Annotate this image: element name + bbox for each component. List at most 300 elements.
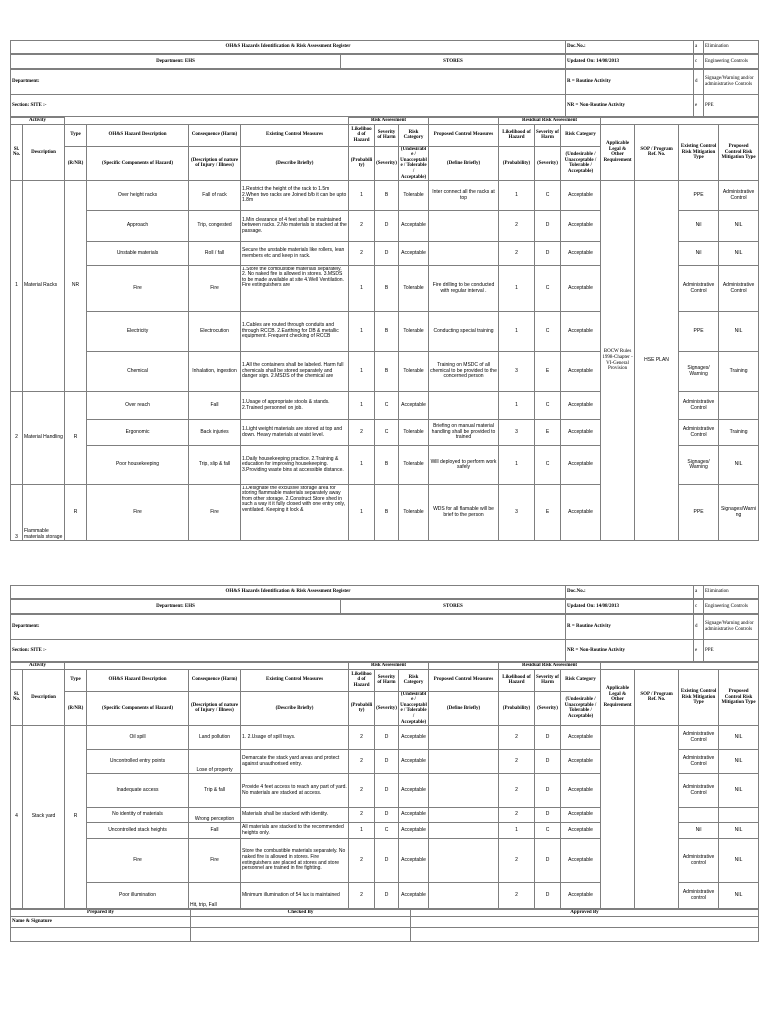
risk-cell: Acceptable <box>399 211 429 242</box>
consequence-cell: Wrong perception <box>189 808 241 823</box>
existing-mitigation-cell: Administrative Control <box>679 420 719 446</box>
consequence-cell: Trip, slip & fall <box>189 446 241 485</box>
hierarchy-letter: a <box>694 41 704 54</box>
res-risk-cell: Acceptable <box>561 839 601 883</box>
res-severity-cell: D <box>535 750 561 774</box>
risk-assessment-header: Risk Assessment <box>349 663 429 670</box>
res-severity-cell: D <box>535 726 561 750</box>
existing-controls-sub-header: (Describe Briefly) <box>241 691 349 726</box>
severity-cell: B <box>375 266 399 312</box>
group-description: Stack yard <box>23 726 65 909</box>
hazard-cell: Uncontrolled entry points <box>87 750 189 774</box>
hierarchy-letter: e <box>694 640 704 662</box>
approved-by-signature <box>411 917 759 928</box>
proposed-mitigation-cell: NIL <box>719 839 759 883</box>
consequence-cell: Fall <box>189 392 241 420</box>
register-header-1 <box>10 40 759 54</box>
consequence-cell: Lose of property <box>189 750 241 774</box>
likelihood-cell: 1 <box>349 181 375 211</box>
res-likelihood-cell: 3 <box>499 420 535 446</box>
prepared-by-label: Prepared By <box>11 910 191 917</box>
hierarchy-label: Engineering Controls <box>704 55 759 69</box>
res-likelihood-cell: 2 <box>499 883 535 909</box>
existing-mitigation-cell: Nil <box>679 823 719 839</box>
res-likelihood-cell: 3 <box>499 485 535 541</box>
proposed-cell: Will deployed to perform work safely <box>429 446 499 485</box>
res-severity-cell: C <box>535 181 561 211</box>
description-header: Description <box>23 669 65 726</box>
register-title: OH&S Hazards Identification & Risk Assessment Register <box>11 586 566 599</box>
risk-assessment-header: Risk Assessment <box>349 118 429 125</box>
hazard-sub-header: (Specific Components of Hazard) <box>87 691 189 726</box>
hazard-cell: Poor housekeeping <box>87 446 189 485</box>
proposed-cell: WDS for all flamable will be brief to the person <box>429 485 499 541</box>
hazard-cell: Fire <box>87 266 189 312</box>
proposed-cell: Briefing on manual material handling shall be provided to trained <box>429 420 499 446</box>
proposed-mitigation-cell: NIL <box>719 823 759 839</box>
res-severity-sub-header: (Severity) <box>535 146 561 181</box>
risk-category-header: Risk Category <box>399 669 429 691</box>
hazard-sub-header: (Specific Components of Hazard) <box>87 146 189 181</box>
proposed-mitigation-cell: NIL <box>719 750 759 774</box>
risk-cell: Acceptable <box>399 823 429 839</box>
consequence-cell: Fall of rack <box>189 181 241 211</box>
controls-cell: 1.Light weight materials are stored at top and down. Heavy materials at waist level. <box>241 420 349 446</box>
controls-text: 1.Store the combustible materials separately. 2. No naked fire is allowed in stores. 3.MSDS to be made available at site 4.Well Ventilation. Fire extinguishers are <box>242 266 344 289</box>
description-header: Description <box>23 124 65 181</box>
res-likelihood-cell: 1 <box>499 181 535 211</box>
risk-cell: Tolerable <box>399 446 429 485</box>
proposed-cell: Fire drilling to be conducted with regular interval . <box>429 266 499 312</box>
proposed-controls-header: Proposed Control Measures <box>429 124 499 146</box>
severity-cell: D <box>375 726 399 750</box>
res-risk-cell: Acceptable <box>561 883 601 909</box>
res-severity-cell: D <box>535 242 561 266</box>
risk-cell: Tolerable <box>399 485 429 541</box>
res-likelihood-header: Likelihood of Hazard <box>499 669 535 691</box>
consequence-cell: Back injuries <box>189 420 241 446</box>
res-risk-category-sub-header: (Undesirable / Unacceptable / Tolerable / Acceptable) <box>561 146 601 181</box>
hierarchy-letter: c <box>694 600 704 614</box>
res-likelihood-cell: 2 <box>499 774 535 808</box>
risk-category-header: Risk Category <box>399 124 429 146</box>
res-severity-cell: D <box>535 808 561 823</box>
res-severity-cell: D <box>535 883 561 909</box>
register-page-2 <box>10 585 758 942</box>
res-likelihood-cell: 3 <box>499 352 535 392</box>
hazard-cell: Over height racks <box>87 181 189 211</box>
proposed-mitigation-cell: NIL <box>719 211 759 242</box>
routine-note: R = Routine Activity <box>566 70 694 95</box>
department-label: Department: EHS <box>11 600 341 614</box>
proposed-cell <box>429 839 499 883</box>
res-likelihood-header: Likelihood of Hazard <box>499 124 535 146</box>
risk-category-sub-header: (Undesirable / Unacceptable / Tolerable / Acceptable) <box>400 146 427 180</box>
proposed-cell: Inter connect all the racks at top <box>429 181 499 211</box>
res-risk-cell: Acceptable <box>561 420 601 446</box>
nonroutine-note: NR = Non-Routine Activity <box>566 640 694 662</box>
sop-header: SOP / Program Ref. No. <box>635 669 679 726</box>
res-severity-cell: D <box>535 211 561 242</box>
res-risk-cell: Acceptable <box>561 312 601 352</box>
group-sl: 4 <box>11 726 23 909</box>
hazard-cell: Over reach <box>87 392 189 420</box>
res-risk-cell: Acceptable <box>561 181 601 211</box>
controls-cell: 1.Daily housekeeping practice. 2.Training & education for improving housekeeping. 3.Providing waste bins at accessible distance. <box>241 446 349 485</box>
likelihood-cell: 1 <box>349 312 375 352</box>
res-risk-cell: Acceptable <box>561 823 601 839</box>
hierarchy-label: Engineering Controls <box>704 600 759 614</box>
existing-mitigation-cell: Administrative Control <box>679 392 719 420</box>
hierarchy-letter: d <box>694 70 704 95</box>
hazard-cell: Ergonomic <box>87 420 189 446</box>
controls-cell: All materials are stacked to the recommended heights only. <box>241 823 349 839</box>
likelihood-header: Likelihood of Hazard <box>349 124 375 146</box>
res-likelihood-cell: 1 <box>499 446 535 485</box>
likelihood-cell: 1 <box>349 446 375 485</box>
res-likelihood-cell: 2 <box>499 242 535 266</box>
controls-cell <box>241 266 349 312</box>
stores-label: STORES <box>341 600 566 614</box>
res-severity-sub-header: (Severity) <box>535 691 561 726</box>
proposed-mitigation-cell: Administrative Control <box>719 266 759 312</box>
likelihood-cell: 2 <box>349 211 375 242</box>
risk-cell: Tolerable <box>399 352 429 392</box>
severity-cell: B <box>375 312 399 352</box>
existing-mitigation-cell: PPE <box>679 181 719 211</box>
existing-mitigation-cell: Administrative Control <box>679 750 719 774</box>
type-sub-header: (R/NR) <box>65 691 87 726</box>
risk-cell: Acceptable <box>399 883 429 909</box>
legal-cell: BOCW Rules 1998-Chapter -VI-General Provision <box>601 181 635 541</box>
hierarchy-label: PPE <box>704 95 759 117</box>
signature-table <box>10 909 759 942</box>
likelihood-cell: 1 <box>349 266 375 312</box>
risk-cell: Tolerable <box>399 181 429 211</box>
hierarchy-label: Elimination <box>704 41 759 54</box>
controls-cell: 1. 2.Usage of spill trays. <box>241 726 349 750</box>
nonroutine-note: NR = Non-Routine Activity <box>566 95 694 117</box>
proposed-cell <box>429 774 499 808</box>
existing-controls-sub-header: (Describe Briefly) <box>241 146 349 181</box>
res-risk-cell: Acceptable <box>561 446 601 485</box>
res-severity-header: Severity of Harm <box>535 669 561 691</box>
proposed-mitigation-cell: NIL <box>719 883 759 909</box>
controls-cell: 1.All the containers shall be labeled. Harm full chemicals shall be stored separately and danger sign. 2.MSDS of the chemical are <box>241 352 349 392</box>
checked-by-signature <box>191 917 411 928</box>
res-risk-category-sub-header: (Undesirable / Unacceptable / Tolerable / Acceptable) <box>561 691 601 726</box>
consequence-header: Consequence (Harm) <box>189 669 241 691</box>
hierarchy-label: Elimination <box>704 586 759 599</box>
risk-cell: Tolerable <box>399 420 429 446</box>
activity-header: Activity <box>11 118 65 125</box>
proposed-cell <box>429 726 499 750</box>
risk-cell: Tolerable <box>399 266 429 312</box>
existing-mitigation-header: Existing Control Risk Mitigation Type <box>679 124 719 181</box>
group-type: R <box>65 392 87 485</box>
group-description: Flammable materials storage <box>23 485 65 541</box>
res-likelihood-cell: 2 <box>499 839 535 883</box>
hazard-cell: No identity of materials <box>87 808 189 823</box>
likelihood-cell: 2 <box>349 242 375 266</box>
severity-cell: D <box>375 774 399 808</box>
controls-text: 1.Designate the exclusive storage area for storing flammable materials separately away from other storage. 2.Construct Store shed in such a way it it fully closed with one entry only, ventilated. Keeping it lock & <box>242 485 346 514</box>
approved-by-blank <box>411 928 759 942</box>
hazard-header: OH&S Hazard Description <box>87 124 189 146</box>
existing-mitigation-cell: Signages/ Warning <box>679 446 719 485</box>
hazard-cell: Fire <box>87 485 189 541</box>
severity-cell: B <box>375 352 399 392</box>
updated-on: Updated On: 14/08/2013 <box>566 600 694 614</box>
existing-mitigation-cell: Nil <box>679 242 719 266</box>
risk-cell: Acceptable <box>399 808 429 823</box>
res-risk-cell: Acceptable <box>561 808 601 823</box>
res-likelihood-cell: 2 <box>499 808 535 823</box>
consequence-cell: Electrocution <box>189 312 241 352</box>
hierarchy-label: PPE <box>704 640 759 662</box>
likelihood-cell: 1 <box>349 392 375 420</box>
res-likelihood-cell: 1 <box>499 392 535 420</box>
res-severity-cell: E <box>535 420 561 446</box>
consequence-cell: Fire <box>189 485 241 541</box>
existing-mitigation-cell: Administrative Control <box>679 774 719 808</box>
proposed-mitigation-cell: Training <box>719 352 759 392</box>
severity-cell: D <box>375 808 399 823</box>
proposed-cell <box>429 823 499 839</box>
doc-no-label: Doc.No.: <box>566 586 694 599</box>
likelihood-sub-header: (Probability) <box>349 146 375 181</box>
controls-cell <box>241 485 349 541</box>
severity-cell: D <box>375 211 399 242</box>
proposed-cell: Training on MSDC of all chemical to be provided to the concerned person <box>429 352 499 392</box>
approved-by-label: Approved By <box>411 910 759 917</box>
proposed-controls-sub-header: (Define Briefly) <box>429 146 499 181</box>
proposed-cell <box>429 808 499 823</box>
proposed-cell <box>429 242 499 266</box>
controls-cell: 1.Restrict the height of the rack to 1.5m 2.When two racks are Joined b/b it can be upto 1.8m <box>241 181 349 211</box>
consequence-cell: Inhalation, ingestion <box>189 352 241 392</box>
proposed-mitigation-header: Proposed Control Risk Mitigation Type <box>719 124 759 181</box>
controls-cell: 1.Cables are routed through conduits and through RCCB. 2.Earthing for DB & metallic equipment. Frequent checking of RCCB <box>241 312 349 352</box>
res-risk-cell: Acceptable <box>561 352 601 392</box>
group-sl: 2 <box>11 392 23 485</box>
routine-note: R = Routine Activity <box>566 615 694 640</box>
severity-cell: D <box>375 839 399 883</box>
hazard-header: OH&S Hazard Description <box>87 669 189 691</box>
likelihood-cell: 2 <box>349 839 375 883</box>
checked-by-label: Checked By <box>191 910 411 917</box>
proposed-mitigation-cell: NIL <box>719 774 759 808</box>
severity-header: Severity of Harm <box>375 124 399 146</box>
res-severity-cell: C <box>535 266 561 312</box>
proposed-mitigation-cell <box>719 808 759 823</box>
residual-risk-header: Residual Risk Assessment <box>499 663 601 670</box>
likelihood-cell: 2 <box>349 420 375 446</box>
proposed-cell <box>429 750 499 774</box>
severity-header: Severity of Harm <box>375 669 399 691</box>
hazard-cell: Poor illumination <box>87 883 189 909</box>
hazard-cell: Fire <box>87 839 189 883</box>
hazard-cell: Unstable materials <box>87 242 189 266</box>
consequence-cell: Roll / fall <box>189 242 241 266</box>
sl-no-header: Sl. No. <box>11 124 23 181</box>
proposed-mitigation-cell <box>719 392 759 420</box>
res-likelihood-sub-header: (Probability) <box>499 691 535 726</box>
risk-category-sub-header: (Undesirable / Unacceptable / Tolerable / Acceptable) <box>400 691 427 725</box>
register-header-2c <box>10 614 759 662</box>
group-description: Material Handling <box>23 392 65 485</box>
controls-cell: 1.Usage of appropriate stools & stands. 2.Trained personnel on job. <box>241 392 349 420</box>
risk-cell: Acceptable <box>399 392 429 420</box>
group-description: Material Racks <box>23 181 65 392</box>
consequence-cell: Fire <box>189 266 241 312</box>
res-severity-cell: C <box>535 823 561 839</box>
register-table-2 <box>10 662 759 909</box>
existing-mitigation-cell: Administrative Control <box>679 726 719 750</box>
controls-cell: Provide 4 feet access to reach any part of yard. No materials are stacked at access. <box>241 774 349 808</box>
proposed-cell <box>429 392 499 420</box>
res-likelihood-cell: 2 <box>499 211 535 242</box>
res-likelihood-cell: 2 <box>499 750 535 774</box>
risk-cell: Acceptable <box>399 242 429 266</box>
proposed-mitigation-cell: NIL <box>719 446 759 485</box>
consequence-cell: Fall <box>189 823 241 839</box>
severity-cell: C <box>375 420 399 446</box>
proposed-controls-sub-header: (Define Briefly) <box>429 691 499 726</box>
res-risk-category-header: Risk Category <box>561 669 601 691</box>
res-likelihood-sub-header: (Probability) <box>499 146 535 181</box>
consequence-cell: Trip, congested <box>189 211 241 242</box>
type-header: Type <box>65 124 87 146</box>
severity-cell: D <box>375 750 399 774</box>
res-risk-cell: Acceptable <box>561 750 601 774</box>
proposed-controls-header: Proposed Control Measures <box>429 669 499 691</box>
res-risk-cell: Acceptable <box>561 774 601 808</box>
likelihood-cell: 2 <box>349 774 375 808</box>
proposed-cell: Conducting special training <box>429 312 499 352</box>
register-header-1c <box>10 69 759 117</box>
proposed-mitigation-cell: Training <box>719 420 759 446</box>
consequence-sub-header: (Description of nature of Injury / Illness) <box>189 146 241 181</box>
hazard-cell: Approach <box>87 211 189 242</box>
register-table-1 <box>10 117 759 541</box>
severity-sub-header: (Severity) <box>375 146 399 181</box>
sop-header: SOP / Program Ref. No. <box>635 124 679 181</box>
consequence-cell: Fire <box>189 839 241 883</box>
res-severity-cell: D <box>535 774 561 808</box>
group-type: R <box>65 485 87 541</box>
register-header-2 <box>10 585 759 599</box>
register-header-1b <box>10 54 759 69</box>
likelihood-cell: 2 <box>349 750 375 774</box>
res-likelihood-cell: 1 <box>499 823 535 839</box>
existing-controls-header: Existing Control Measures <box>241 669 349 691</box>
existing-mitigation-cell <box>679 808 719 823</box>
legal-header: Applicable Legal & Other Requirement <box>601 124 635 181</box>
existing-mitigation-cell: PPE <box>679 485 719 541</box>
res-severity-cell: E <box>535 352 561 392</box>
severity-cell: B <box>375 485 399 541</box>
res-severity-header: Severity of Harm <box>535 124 561 146</box>
res-risk-cell: Acceptable <box>561 392 601 420</box>
group-sl: 1 <box>11 181 23 392</box>
existing-controls-header: Existing Control Measures <box>241 124 349 146</box>
controls-cell: Store the combustible materials separately. No naked fire is allowed in stores. Fire extinguishers are placed at stores and store personnel are trained in fire fighting. <box>241 839 349 883</box>
hazard-cell: Chemical <box>87 352 189 392</box>
consequence-cell: Trip & fall <box>189 774 241 808</box>
proposed-mitigation-cell: Signages/Warning <box>719 485 759 541</box>
type-header: Type <box>65 669 87 691</box>
hazard-cell: Inadequate access <box>87 774 189 808</box>
likelihood-cell: 2 <box>349 883 375 909</box>
existing-mitigation-cell: Administrative Control <box>679 266 719 312</box>
group-type: R <box>65 726 87 909</box>
prepared-by-blank <box>11 928 191 942</box>
legal-header: Applicable Legal & Other Requirement <box>601 669 635 726</box>
severity-cell: D <box>375 883 399 909</box>
register-header-2b <box>10 599 759 614</box>
section-row: Section: SITE :- <box>11 640 566 662</box>
hierarchy-letter: a <box>694 586 704 599</box>
consequence-cell: Hit, trip, Fall <box>189 883 241 909</box>
type-sub-header: (R/NR) <box>65 146 87 181</box>
likelihood-sub-header: (Probability) <box>349 691 375 726</box>
severity-sub-header: (Severity) <box>375 691 399 726</box>
department-row: Department: <box>11 70 566 95</box>
proposed-mitigation-cell: NIL <box>719 242 759 266</box>
res-likelihood-cell: 1 <box>499 266 535 312</box>
proposed-mitigation-cell: NIL <box>719 312 759 352</box>
severity-cell: D <box>375 242 399 266</box>
res-severity-cell: C <box>535 392 561 420</box>
res-severity-cell: E <box>535 485 561 541</box>
consequence-header: Consequence (Harm) <box>189 124 241 146</box>
res-risk-cell: Acceptable <box>561 211 601 242</box>
existing-mitigation-cell: PPE <box>679 312 719 352</box>
risk-cell: Tolerable <box>399 312 429 352</box>
doc-no-label: Doc.No.: <box>566 41 694 54</box>
severity-cell: C <box>375 392 399 420</box>
hierarchy-letter: c <box>694 55 704 69</box>
res-severity-cell: D <box>535 839 561 883</box>
group-type: NR <box>65 181 87 392</box>
existing-mitigation-cell: Signages/ Warning <box>679 352 719 392</box>
risk-cell: Acceptable <box>399 774 429 808</box>
existing-mitigation-header: Existing Control Risk Mitigation Type <box>679 669 719 726</box>
res-risk-category-header: Risk Category <box>561 124 601 146</box>
res-likelihood-cell: 2 <box>499 726 535 750</box>
likelihood-cell: 1 <box>349 352 375 392</box>
risk-cell: Acceptable <box>399 750 429 774</box>
hazard-cell: Uncontrolled stack heights <box>87 823 189 839</box>
name-signature-label: Name & Signature <box>11 917 191 928</box>
residual-risk-header: Residual Risk Assessment <box>499 118 601 125</box>
hierarchy-label: Signage/Warning and/or administrative Controls <box>704 70 759 95</box>
res-severity-cell: C <box>535 312 561 352</box>
activity-header: Activity <box>11 663 65 670</box>
res-likelihood-cell: 1 <box>499 312 535 352</box>
severity-cell: B <box>375 181 399 211</box>
proposed-mitigation-header: Proposed Control Risk Mitigation Type <box>719 669 759 726</box>
consequence-sub-header: (Description of nature of Injury / Illness) <box>189 691 241 726</box>
proposed-cell <box>429 211 499 242</box>
existing-mitigation-cell: Nil <box>679 211 719 242</box>
checked-by-blank <box>191 928 411 942</box>
likelihood-header: Likelihood of Hazard <box>349 669 375 691</box>
controls-cell: Demarcate the stack yard areas and protect against unauthorised entry. <box>241 750 349 774</box>
severity-cell: B <box>375 446 399 485</box>
res-risk-cell: Acceptable <box>561 266 601 312</box>
